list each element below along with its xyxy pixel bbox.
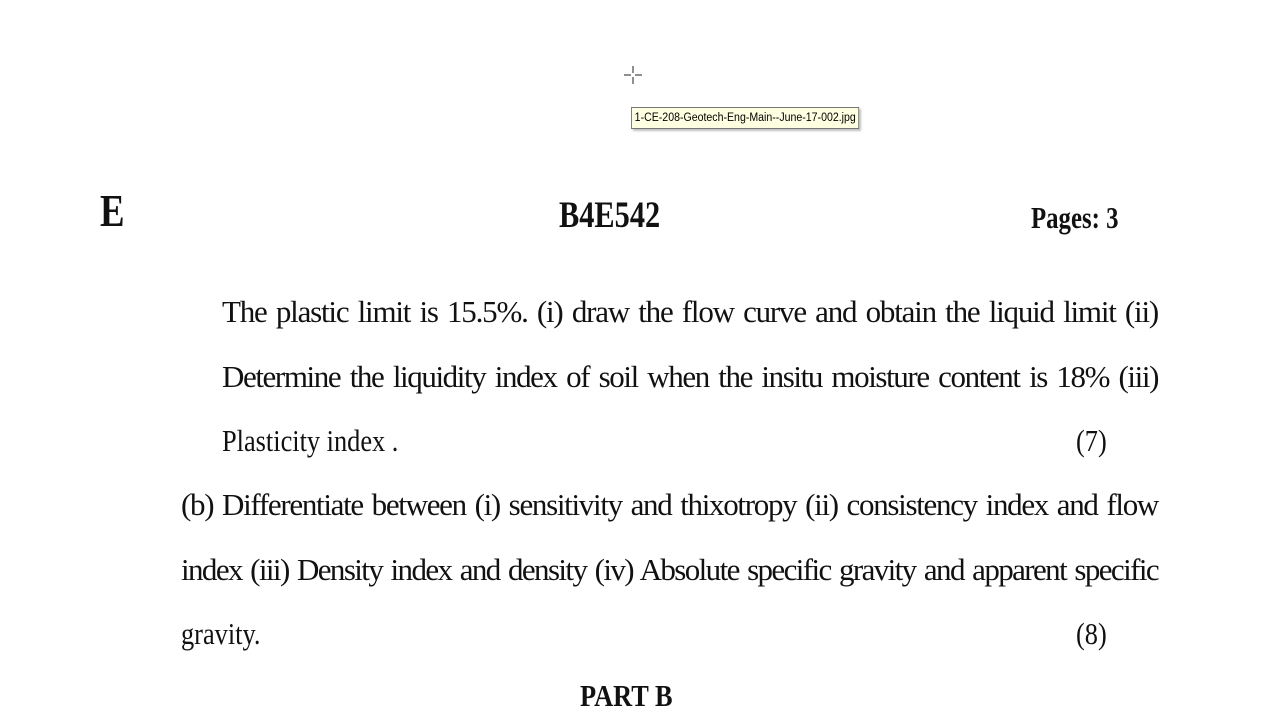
question-a-line-2: [222, 361, 1158, 392]
question-a-line-3: [222, 425, 430, 456]
question-b-line-3: [181, 618, 275, 649]
question-a-line-2-text: Determine the liquidity index of soil when the insitu moisture content is 18% (iii): [222, 359, 1158, 394]
question-a-line-1: [222, 296, 1158, 327]
part-b-heading: PART B: [580, 678, 673, 713]
header-series-letter: E: [100, 185, 125, 236]
filename-tooltip: 1-CE-208-Geotech-Eng-Main--June-17-002.jpg: [631, 107, 859, 129]
question-b-line-1-text: (b) Differentiate between (i) sensitivity and thixotropy (ii) consistency index and flow: [181, 487, 1158, 522]
question-b-line-2: [181, 554, 1158, 585]
question-b-marks: (8): [1076, 616, 1107, 651]
question-a-marks: (7): [1076, 423, 1107, 458]
question-b-line-1: [181, 489, 1158, 520]
question-a-line-1-text: The plastic limit is 15.5%. (i) draw the flow curve and obtain the liquid limit (ii): [222, 294, 1158, 329]
question-b-line-3-text: gravity.: [181, 616, 261, 651]
question-b-line-2-text: index (iii) Density index and density (iv) Absolute specific gravity and apparent specific: [181, 552, 1158, 587]
page-count: Pages: 3: [1031, 200, 1119, 235]
crosshair-cursor-icon: [624, 66, 642, 84]
question-a-line-3-text: Plasticity index .: [222, 423, 399, 458]
paper-code: B4E542: [559, 195, 661, 236]
